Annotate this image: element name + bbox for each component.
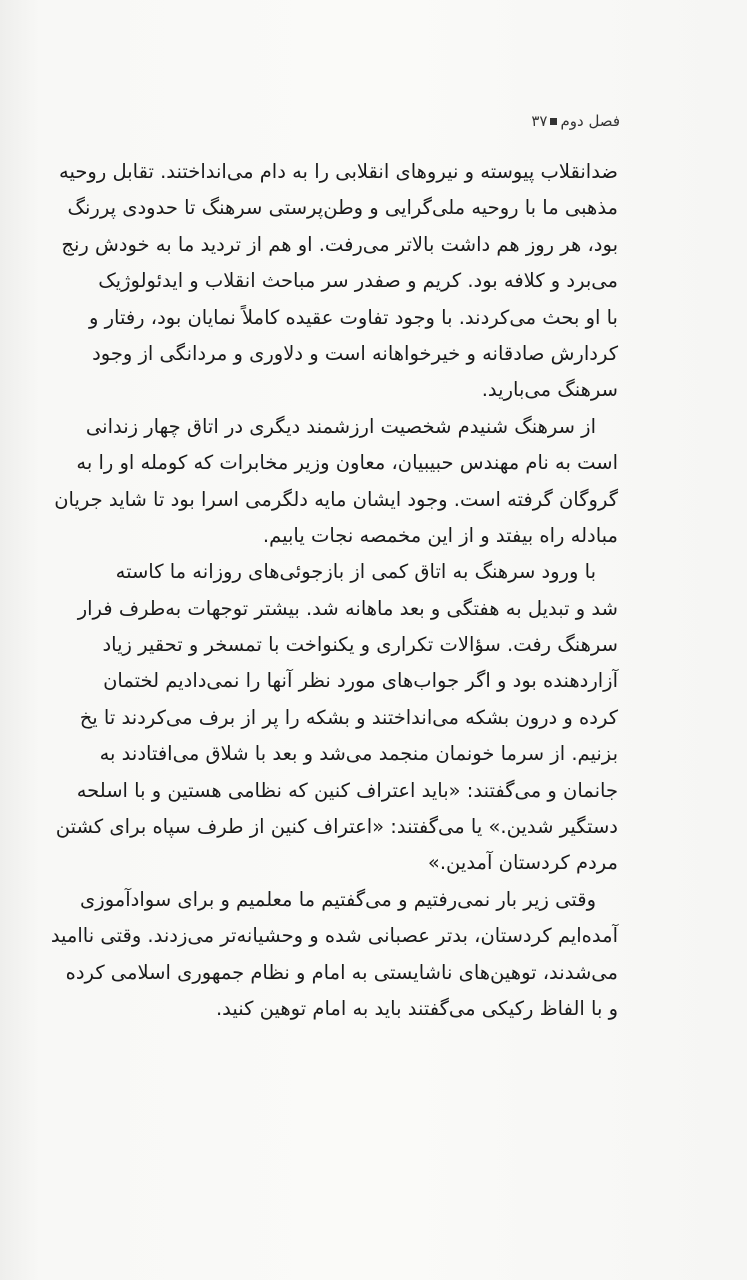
paragraph <box>54 409 618 555</box>
text-line: گروگان گرفته است. وجود ایشان مایه دلگرمی اسرا بود تا شاید جریان <box>54 487 618 511</box>
page-header <box>60 112 620 130</box>
text-line: کرده و درون بشکه می‌انداختند و بشکه را پر از برف می‌کردند تا یخ <box>79 705 618 729</box>
text-line: و با الفاظ رکیکی می‌گفتند باید به امام توهین کنید. <box>215 996 618 1020</box>
text-line: مبادله راه بیفتد و از این مخمصه نجات یابیم. <box>262 523 618 547</box>
page-number: ۳۷ <box>531 112 548 130</box>
text-line: ضدانقلاب پیوسته و نیروهای انقلابی را به دام می‌انداختند. تقابل روحیه <box>59 160 618 183</box>
text-line: آزاردهنده بود و اگر جواب‌های مورد نظر آنها را نمی‌دادیم لختمان <box>103 669 618 693</box>
body-text <box>50 154 618 1027</box>
paragraph <box>50 882 618 1028</box>
text-line: با ورود سرهنگ به اتاق کمی از بازجوئی‌های روزانه ما کاسته <box>115 560 596 584</box>
text-line: سرهنگ رفت. سؤالات تکراری و یکنواخت با تمسخر و تحقیر زیاد <box>102 633 618 657</box>
text-line: دستگیر شدین.» یا می‌گفتند: «اعتراف کنین از طرف سپاه برای کشتن <box>55 815 618 839</box>
text-line: بزنیم. از سرما خونمان منجمد می‌شد و بعد با شلاق می‌افتادند به <box>99 742 618 766</box>
text-line: وقتی زیر بار نمی‌رفتیم و می‌گفتیم ما معلمیم و برای سوادآموزی <box>80 887 596 911</box>
text-line: بود، هر روز هم داشت بالاتر می‌رفت. او هم از تردید ما به خودش رنج <box>61 232 618 256</box>
paragraph <box>59 154 618 409</box>
chapter-title: فصل دوم <box>560 112 620 130</box>
header-square-marker <box>550 118 557 125</box>
text-line: سرهنگ می‌بارید. <box>481 378 618 402</box>
paragraph <box>55 554 618 882</box>
text-line: از سرهنگ شنیدم شخصیت ارزشمند دیگری در اتاق چهار زندانی <box>85 414 596 438</box>
text-line: مذهبی ما با روحیه ملی‌گرایی و وطن‌پرستی سرهنگ تا حدودی پررنگ <box>67 196 618 220</box>
text-line: مردم کردستان آمدین.» <box>427 851 618 875</box>
text-line: با او بحث می‌کردند. با وجود تفاوت عقیده کاملاً نمایان بود، رفتار و <box>89 305 618 329</box>
text-line: می‌برد و کلافه بود. کریم و صفدر سر مباحث انقلاب و ایدئولوژیک <box>98 269 618 293</box>
text-line: جانمان و می‌گفتند: «باید اعتراف کنین که نظامی هستین و با اسلحه <box>76 778 618 802</box>
text-line: شد و تبدیل به هفتگی و بعد ماهانه شد. بیشتر توجهات به‌طرف فرار <box>77 596 618 620</box>
text-line: می‌شدند، توهین‌های ناشایستی به امام و نظام جمهوری اسلامی کرده <box>65 960 618 984</box>
text-line: آمده‌ایم کردستان، بدتر عصبانی شده و وحشیانه‌تر می‌زدند. وقتی ناامید <box>50 924 618 948</box>
text-line: کردارش صادقانه و خیرخواهانه است و دلاوری و مردانگی از وجود <box>92 341 618 365</box>
text-line: است به نام مهندس حبیبیان، معاون وزیر مخابرات که کومله او را به <box>76 451 618 475</box>
